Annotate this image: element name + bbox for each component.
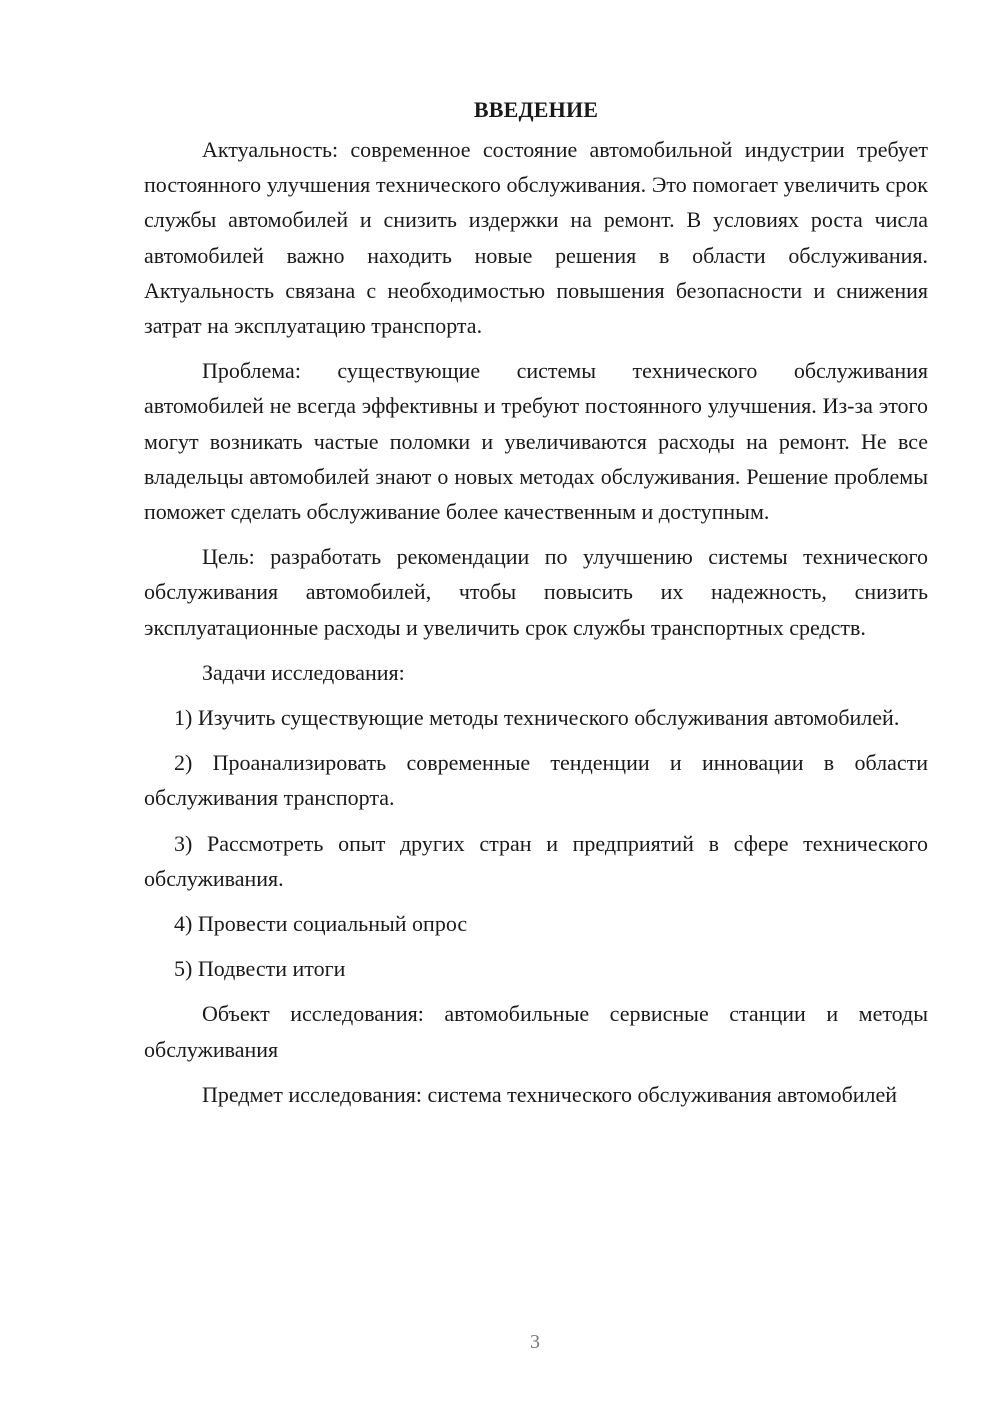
task-item-1: 1) Изучить существующие методы технического обслуживания автомобилей. (174, 705, 900, 731)
problem-paragraph: Проблема: существующие системы технического обслуживания автомобилей не всегда эффективны и требуют постоянного улучшения. Из-за этого могут возникать частые поломки и увеличиваются расходы на ремонт. Не все владельцы автомобилей знают о новых методах обслуживания. Решение проблемы поможет сделать обслуживание более качественным и доступным. (144, 358, 928, 525)
page-number: 3 (530, 1331, 540, 1353)
research-object-paragraph: Объект исследования: автомобильные сервисные станции и методы обслуживания (144, 1001, 928, 1062)
task-item-2: 2) Проанализировать современные тенденции и инновации в области обслуживания транспорта. (144, 750, 928, 811)
research-subject-paragraph: Предмет исследования: система технического обслуживания автомобилей (202, 1081, 898, 1107)
relevance-paragraph: Актуальность: современное состояние автомобильной индустрии требует постоянного улучшения технического обслуживания. Это помогает увеличить срок службы автомобилей и снизить издержки на ремонт. В условиях роста числа автомобилей важно находить новые решения в области обслуживания. Актуальность связана с необходимостью повышения безопасности и снижения затрат на эксплуатацию транспорта. (144, 137, 928, 339)
task-item-4: 4) Провести социальный опрос (174, 911, 468, 937)
task-item-3: 3) Рассмотреть опыт других стран и предприятий в сфере технического обслуживания. (144, 830, 928, 891)
page-content (144, 92, 928, 1122)
tasks-heading: Задачи исследования: (202, 659, 405, 685)
goal-paragraph: Цель: разработать рекомендации по улучшению системы технического обслуживания автомобилей, чтобы повысить их надежность, снизить эксплуатационные расходы и увеличить срок службы транспортных средств. (144, 544, 928, 640)
task-item-5: 5) Подвести итоги (174, 956, 346, 982)
section-title: ВВЕДЕНИЕ (473, 97, 599, 122)
